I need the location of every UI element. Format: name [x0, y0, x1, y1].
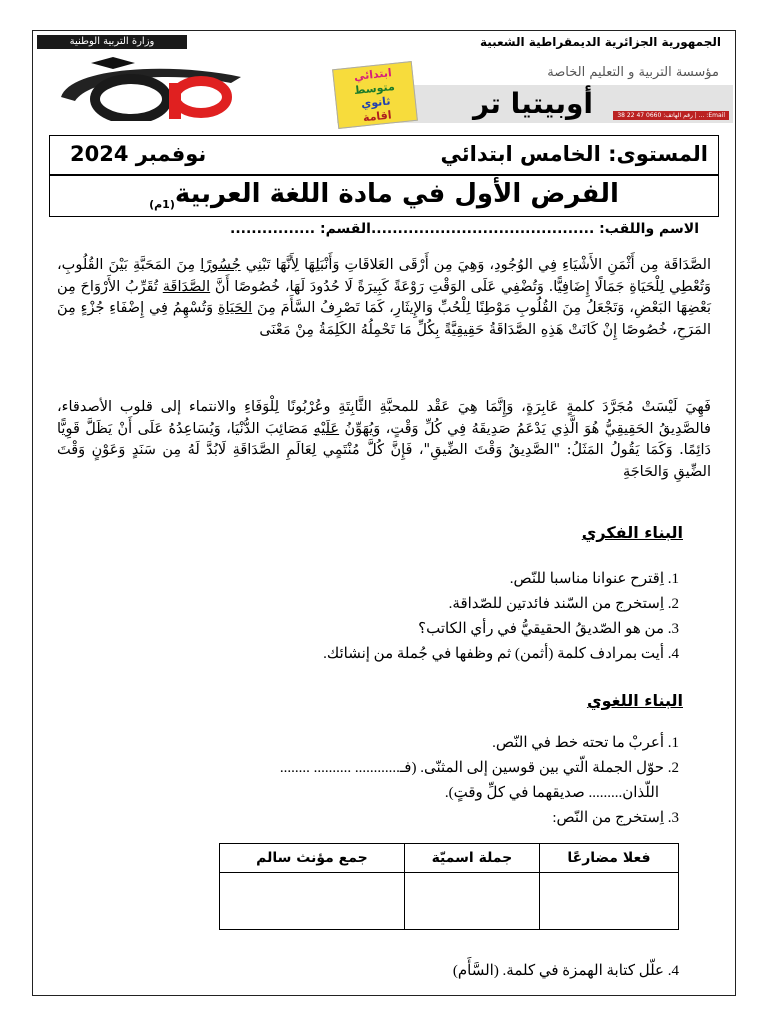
comprehension-questions — [73, 567, 679, 667]
exam-title-sub: (1م) — [149, 198, 175, 212]
badge-line: متوسط — [353, 79, 396, 98]
text-run: الصَّدَاقَة مِن أَثْمَنِ الأَشْيَاءِ فِي الوُجُودِ، وَهِيَ مِن أَرْقَى العَلاقَاتِ وَأَنْبَلِهَا لِأَنَّهَا تَبْنِي — [240, 257, 711, 273]
section-title-language: البناء اللغوي — [586, 691, 683, 710]
answer-table — [219, 843, 679, 930]
text-run: مِنَ المَحَبَّةِ بَيْنَ القُلُوبِ، وَتُعْطِي لِلْحَيَاةِ جَمَالًا إِضَافِيًّا. وَتُضْفِي عَلَى الوَقْتِ رَوْعَةً كَبِيرَةً لَا حُدُودَ لَهَا، خُصُوصًا أَنَّ — [57, 257, 711, 295]
underlined-word: عَلَيْهِ — [313, 420, 340, 437]
brand-name: أوبيتيا تر — [473, 87, 593, 120]
ministry-label: وزارة التربية الوطنية — [37, 35, 187, 49]
badge-line: اقامة — [362, 108, 393, 125]
underlined-word: الصَّدَاقَة — [162, 278, 211, 295]
exam-title — [50, 179, 718, 211]
levels-badge — [332, 61, 418, 129]
header-banner — [37, 35, 733, 125]
badge-line: ابتدائي — [353, 66, 393, 84]
answer-cell[interactable] — [220, 873, 405, 930]
text-run: تُقَرِّبُ الأَرْوَاحَ مِن بَعْضِهَا البَعْضِ، وَتَجْعَلُ مِنَ القُلُوبِ مَوْطِنًا لِلْحُبِّ وَالإِيثَارِ، كَمَا تَصْرِفُ السَّأَمَ مِنَ — [57, 278, 712, 316]
question-item: 2. اِستخرج من السّند فائدتين للصّداقة. — [448, 596, 679, 612]
institution-name: مؤسسة التربية و التعليم الخاصة — [547, 65, 719, 80]
text-run: وَتُسْهِمُ فِي إِضْفَاءِ جُزْءٍ مِنَ المَرَحِ، خُصُوصًا إِنْ كَانَتْ هَذِهِ الصَّدَاقَةُ حَقِيقِيَّةً بِكُلِّ مَا تَحْمِلُهُ الكَلِمَةُ مِنْ مَعْنَى — [57, 300, 711, 338]
text-run: فَهِيَ لَيْسَتْ مُجَرَّدَ كلمةٍ عَابِرَةٍ، وَإِنَّمَا هِيَ عَقْد للمحبَّةِ الثَّابِتَةِ وعُرْبُونًا لِلْوَفَاءِ والانتماء إلى قلوب الأصدقاء، فالصَّدِيقُ الحَقِيقِيُّ هُوَ الَّذِي يَدْعَمُ صَدِيقَهُ فِي كُلِّ وَقْتٍ، وَيُهَوِّنُ — [57, 399, 711, 437]
question-item: 2. حوّل الجملة الّتي بين قوسين إلى المثنّى. (فـ............ .......... ........ — [279, 760, 679, 776]
republic-label: الجمهورية الجزائرية الديمقراطية الشعبية — [479, 35, 721, 49]
level-box — [49, 135, 719, 175]
question-item: 3. اِستخرج من النّص: — [552, 810, 679, 826]
table-header: جمع مؤنث سالم — [220, 844, 405, 873]
level-label: المستوى: الخامس ابتدائي — [440, 142, 708, 166]
question-item: 3. من هو الصّديقُ الحقيقيُّ في رأي الكاتب؟ — [418, 621, 679, 637]
answer-cell[interactable] — [539, 873, 678, 930]
answer-cell[interactable] — [404, 873, 539, 930]
question-item: 4. علّل كتابة الهمزة في كلمة. (السَّأَم) — [452, 963, 679, 979]
underlined-word: الحَيَاةِ — [217, 300, 253, 316]
exam-page — [32, 30, 736, 996]
underlined-word: جُسُورًا — [200, 257, 241, 273]
section-title-comprehension: البناء الفكري — [581, 523, 683, 542]
table-header: جملة اسميّة — [404, 844, 539, 873]
contact-strip: Email: ... | رقم الهاتف: 0660 47 22 38 — [613, 111, 729, 120]
passage-paragraph-2 — [57, 397, 711, 483]
school-logo-icon — [51, 57, 251, 121]
question-item: 1. اِقترح عنوانا مناسبا للنّص. — [509, 571, 679, 587]
text-run: مَصَائِبَ الدُّنْيَا، وَيُسَاعِدُهُ عَلَى أَنْ يَظَلَّ قَوِيًّا دَائِمًا. وَكَمَا يَقُولُ المَثَلُ: "الصَّدِيقُ وَقْتَ الضِّيقِ"، فَإِنَّ كُلَّ مُنْتَمٍي لِعَالَمِ الصَّدَاقَةِ لَابُدَّ لَهُ مِن سَنَدٍ وَعَوْنٍ وَقْتَ الضِّيقِ وَالحَاجَةِ — [57, 420, 711, 480]
badge-line: ثانوي — [360, 94, 392, 111]
question-item: 1. أعربْ ما تحته خط في النّص. — [492, 735, 679, 751]
table-header: فعلا مضارعًا — [539, 844, 678, 873]
title-box — [49, 175, 719, 217]
language-questions — [73, 731, 679, 831]
exam-title-text: الفرض الأول في مادة اللغة العربية — [174, 179, 619, 209]
question-item: 4. أيت بمرادف كلمة (أثمن) ثم وظفها في جُملة من إنشائك. — [323, 646, 679, 662]
student-name-row: الاسم واللقب: ..........................................القسم: ................ — [230, 221, 699, 237]
exam-date: نوفمبر 2024 — [70, 142, 207, 166]
passage-paragraph-1 — [57, 255, 711, 341]
question-continuation: اللّذان......... صديقهما في كلِّ وقتٍ). — [444, 785, 659, 801]
